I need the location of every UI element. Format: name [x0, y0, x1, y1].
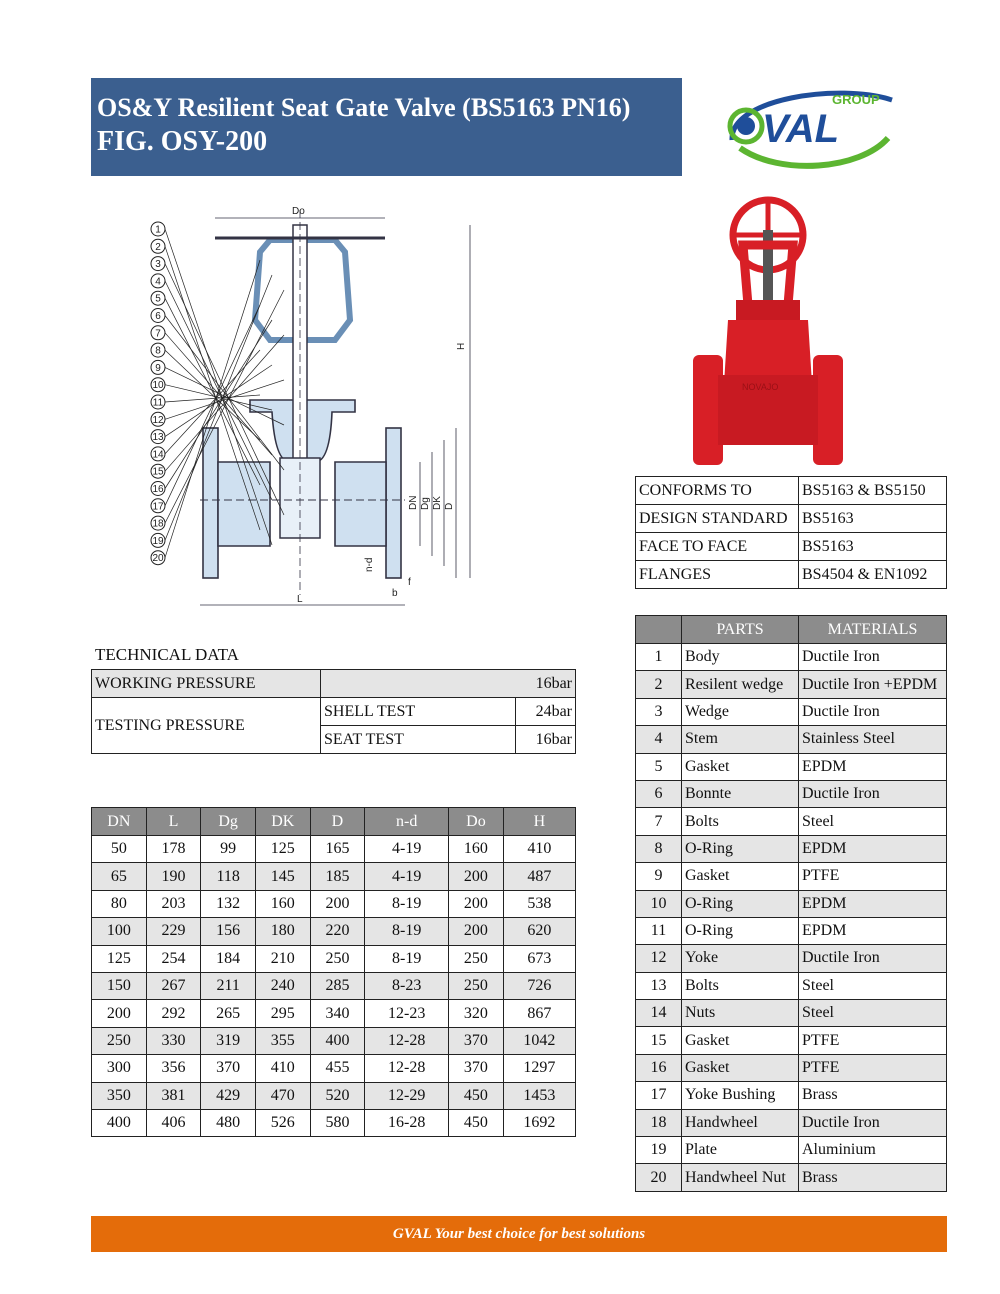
shell-test-label: SHELL TEST — [321, 698, 516, 726]
dimension-cell: 160 — [449, 836, 504, 863]
dimension-header: H — [503, 808, 575, 836]
part-material: Ductile Iron — [799, 780, 947, 807]
part-callout: 17 — [152, 501, 164, 513]
dim-dn-label: DN — [408, 495, 419, 510]
dimension-cell: 165 — [310, 836, 365, 863]
dimension-cell: 8-19 — [365, 918, 449, 945]
parts-number-header — [636, 616, 682, 644]
dimension-cell: 125 — [255, 836, 310, 863]
parts-row — [636, 917, 947, 944]
part-name: Plate — [682, 1137, 799, 1164]
part-name: Nuts — [682, 1000, 799, 1027]
standard-key: FLANGES — [636, 561, 799, 589]
dimension-cell: 400 — [92, 1109, 147, 1136]
parts-row — [636, 808, 947, 835]
parts-row — [636, 671, 947, 698]
dimension-cell: 210 — [255, 945, 310, 972]
dimension-cell: 300 — [92, 1055, 147, 1082]
part-callout: 13 — [152, 432, 164, 444]
dimension-row — [92, 945, 576, 972]
dimension-cell: 185 — [310, 863, 365, 890]
dimension-cell: 8-19 — [365, 890, 449, 917]
dimension-cell: 100 — [92, 918, 147, 945]
part-name: Gasket — [682, 753, 799, 780]
dimension-cell: 4-19 — [365, 836, 449, 863]
part-material: Ductile Iron — [799, 644, 947, 671]
part-material: Steel — [799, 1000, 947, 1027]
dimension-cell: 4-19 — [365, 863, 449, 890]
part-material: Ductile Iron +EPDM — [799, 671, 947, 698]
title-banner — [91, 78, 682, 176]
part-name: Handwheel — [682, 1109, 799, 1136]
dimension-cell: 184 — [201, 945, 256, 972]
part-number: 15 — [636, 1027, 682, 1054]
dimension-cell: 65 — [92, 863, 147, 890]
part-number: 11 — [636, 917, 682, 944]
standards-row — [636, 505, 947, 533]
dim-do-label: Do — [292, 206, 305, 217]
dimension-cell: 156 — [201, 918, 256, 945]
technical-data-table — [91, 669, 576, 754]
dimension-cell: 200 — [92, 1000, 147, 1027]
part-number: 6 — [636, 780, 682, 807]
dimension-row — [92, 1109, 576, 1136]
standard-key: DESIGN STANDARD — [636, 505, 799, 533]
part-name: Stem — [682, 726, 799, 753]
dimension-cell: 200 — [310, 890, 365, 917]
dimensions-table — [91, 807, 576, 1137]
parts-row — [636, 1137, 947, 1164]
dimension-cell: 200 — [449, 863, 504, 890]
dimension-cell: 16-28 — [365, 1109, 449, 1136]
dimension-cell: 12-28 — [365, 1027, 449, 1054]
dim-h-label: H — [456, 342, 467, 350]
part-name: O-Ring — [682, 917, 799, 944]
part-material: Aluminium — [799, 1137, 947, 1164]
part-callout: 20 — [152, 553, 164, 565]
part-callout: 10 — [152, 380, 164, 392]
dimension-cell: 1297 — [503, 1055, 575, 1082]
part-callout: 4 — [155, 276, 161, 288]
parts-table — [635, 615, 947, 1192]
page-title: OS&Y Resilient Seat Gate Valve (BS5163 PN16) — [97, 93, 631, 122]
dimension-cell: 99 — [201, 836, 256, 863]
technical-data-title: TECHNICAL DATA — [95, 645, 239, 664]
standard-value: BS5163 — [799, 505, 947, 533]
parts-row — [636, 1027, 947, 1054]
part-callout: 16 — [152, 484, 164, 495]
part-callout: 5 — [155, 293, 161, 305]
part-material: Steel — [799, 808, 947, 835]
dimension-cell: 480 — [201, 1109, 256, 1136]
materials-header: MATERIALS — [799, 616, 947, 644]
dimension-cell: 410 — [255, 1055, 310, 1082]
standards-row — [636, 561, 947, 589]
dimension-cell: 867 — [503, 1000, 575, 1027]
dimension-cell: 1453 — [503, 1082, 575, 1109]
logo-brand-text: VAL — [762, 107, 840, 151]
dimension-cell: 80 — [92, 890, 147, 917]
dimension-cell: 538 — [503, 890, 575, 917]
dimension-cell: 250 — [449, 945, 504, 972]
dimension-row — [92, 1000, 576, 1027]
dimension-cell: 370 — [201, 1055, 256, 1082]
part-number: 2 — [636, 671, 682, 698]
seat-test-label: SEAT TEST — [321, 726, 516, 754]
dimension-header: DN — [92, 808, 147, 836]
part-number: 5 — [636, 753, 682, 780]
part-material: Stainless Steel — [799, 726, 947, 753]
dimension-cell: 118 — [201, 863, 256, 890]
dimension-cell: 8-19 — [365, 945, 449, 972]
part-number: 13 — [636, 972, 682, 999]
part-name: Yoke Bushing — [682, 1082, 799, 1109]
part-number: 12 — [636, 945, 682, 972]
part-number: 3 — [636, 698, 682, 725]
parts-row — [636, 863, 947, 890]
part-name: Gasket — [682, 1054, 799, 1081]
dimension-header: DK — [255, 808, 310, 836]
dim-dg-label: Dg — [420, 497, 431, 510]
part-callout: 9 — [155, 362, 161, 374]
dimension-cell: 12-28 — [365, 1055, 449, 1082]
standard-key: CONFORMS TO — [636, 477, 799, 505]
dimension-row — [92, 1055, 576, 1082]
part-material: Ductile Iron — [799, 1109, 947, 1136]
dimension-cell: 356 — [146, 1055, 201, 1082]
part-callout: 1 — [155, 224, 161, 236]
parts-row — [636, 890, 947, 917]
dimension-cell: 250 — [92, 1027, 147, 1054]
dimension-row — [92, 1082, 576, 1109]
part-callout: 3 — [155, 259, 161, 271]
gval-logo — [720, 78, 900, 178]
standard-value: BS5163 & BS5150 — [799, 477, 947, 505]
valve-casting-text: NOVAJO — [742, 382, 779, 392]
dimension-cell: 330 — [146, 1027, 201, 1054]
part-number: 14 — [636, 1000, 682, 1027]
standards-table — [635, 476, 947, 589]
dimension-cell: 450 — [449, 1082, 504, 1109]
part-material: EPDM — [799, 753, 947, 780]
part-material: Ductile Iron — [799, 945, 947, 972]
dim-dk-label: DK — [432, 496, 443, 510]
part-material: PTFE — [799, 863, 947, 890]
dimension-cell: 265 — [201, 1000, 256, 1027]
part-number: 1 — [636, 644, 682, 671]
dim-l-label: L — [297, 594, 303, 605]
part-callout: 15 — [152, 466, 164, 478]
dimension-cell: 178 — [146, 836, 201, 863]
parts-row — [636, 1054, 947, 1081]
dimension-cell: 254 — [146, 945, 201, 972]
dimension-cell: 145 — [255, 863, 310, 890]
part-name: Gasket — [682, 863, 799, 890]
part-material: Ductile Iron — [799, 698, 947, 725]
dimension-cell: 340 — [310, 1000, 365, 1027]
dimension-header: Do — [449, 808, 504, 836]
seat-test-value: 16bar — [516, 726, 576, 754]
parts-row — [636, 1000, 947, 1027]
part-callout: 11 — [152, 397, 164, 409]
dimension-cell: 285 — [310, 972, 365, 999]
part-number: 4 — [636, 726, 682, 753]
parts-row — [636, 972, 947, 999]
part-name: Bolts — [682, 808, 799, 835]
part-material: PTFE — [799, 1054, 947, 1081]
shell-test-value: 24bar — [516, 698, 576, 726]
part-number: 20 — [636, 1164, 682, 1191]
parts-row — [636, 1109, 947, 1136]
parts-row — [636, 753, 947, 780]
parts-row — [636, 835, 947, 862]
dimension-cell: 220 — [310, 918, 365, 945]
dimension-cell: 211 — [201, 972, 256, 999]
dimension-cell: 240 — [255, 972, 310, 999]
dimension-cell: 125 — [92, 945, 147, 972]
part-material: EPDM — [799, 890, 947, 917]
dimension-cell: 580 — [310, 1109, 365, 1136]
dimension-row — [92, 890, 576, 917]
part-material: EPDM — [799, 917, 947, 944]
dimension-cell: 355 — [255, 1027, 310, 1054]
dimension-cell: 350 — [92, 1082, 147, 1109]
logo-group-text: GROUP — [832, 92, 880, 107]
dimension-cell: 292 — [146, 1000, 201, 1027]
part-callout: 7 — [155, 328, 161, 340]
dimension-cell: 381 — [146, 1082, 201, 1109]
parts-header: PARTS — [682, 616, 799, 644]
part-name: Resilent wedge — [682, 671, 799, 698]
dimension-header: Dg — [201, 808, 256, 836]
part-callout: 6 — [155, 311, 161, 322]
dimension-cell: 180 — [255, 918, 310, 945]
dimension-cell: 526 — [255, 1109, 310, 1136]
dim-b-label: b — [392, 588, 398, 599]
dimension-cell: 1042 — [503, 1027, 575, 1054]
working-pressure-label: WORKING PRESSURE — [92, 670, 321, 698]
part-number: 8 — [636, 835, 682, 862]
dimension-cell: 229 — [146, 918, 201, 945]
dimension-cell: 132 — [201, 890, 256, 917]
parts-row — [636, 644, 947, 671]
part-number: 10 — [636, 890, 682, 917]
dimension-cell: 320 — [449, 1000, 504, 1027]
part-name: Yoke — [682, 945, 799, 972]
part-material: PTFE — [799, 1027, 947, 1054]
dimension-row — [92, 836, 576, 863]
dimension-cell: 150 — [92, 972, 147, 999]
part-name: O-Ring — [682, 890, 799, 917]
standard-value: BS4504 & EN1092 — [799, 561, 947, 589]
dimension-cell: 12-29 — [365, 1082, 449, 1109]
part-callout: 19 — [152, 535, 164, 547]
part-material: Brass — [799, 1164, 947, 1191]
part-number: 9 — [636, 863, 682, 890]
dimension-row — [92, 1027, 576, 1054]
parts-row — [636, 1082, 947, 1109]
dimension-cell: 190 — [146, 863, 201, 890]
footer-banner: GVAL Your best choice for best solutions — [91, 1216, 947, 1252]
dim-f-label: f — [408, 577, 411, 588]
part-material: EPDM — [799, 835, 947, 862]
parts-row — [636, 726, 947, 753]
dimension-cell: 12-23 — [365, 1000, 449, 1027]
dimension-row — [92, 863, 576, 890]
dimension-cell: 50 — [92, 836, 147, 863]
part-number: 19 — [636, 1137, 682, 1164]
part-callout: 18 — [152, 518, 164, 530]
part-name: Gasket — [682, 1027, 799, 1054]
dimension-cell: 295 — [255, 1000, 310, 1027]
part-name: Bolts — [682, 972, 799, 999]
working-pressure-value: 16bar — [321, 670, 576, 698]
part-callout: 2 — [155, 241, 161, 253]
dim-d-label: D — [444, 502, 455, 510]
standards-row — [636, 533, 947, 561]
dimension-cell: 250 — [310, 945, 365, 972]
part-name: Wedge — [682, 698, 799, 725]
parts-row — [636, 945, 947, 972]
part-number: 17 — [636, 1082, 682, 1109]
dimension-row — [92, 918, 576, 945]
dimension-header: D — [310, 808, 365, 836]
dimension-cell: 455 — [310, 1055, 365, 1082]
standard-key: FACE TO FACE — [636, 533, 799, 561]
part-number: 7 — [636, 808, 682, 835]
standard-value: BS5163 — [799, 533, 947, 561]
part-name: O-Ring — [682, 835, 799, 862]
part-number: 16 — [636, 1054, 682, 1081]
dimension-cell: 8-23 — [365, 972, 449, 999]
figure-number: FIG. OSY-200 — [97, 126, 268, 157]
dimension-cell: 267 — [146, 972, 201, 999]
dimension-cell: 200 — [449, 890, 504, 917]
parts-row — [636, 1164, 947, 1191]
dimension-cell: 1692 — [503, 1109, 575, 1136]
part-number: 18 — [636, 1109, 682, 1136]
dimension-cell: 400 — [310, 1027, 365, 1054]
part-name: Handwheel Nut — [682, 1164, 799, 1191]
part-material: Brass — [799, 1082, 947, 1109]
part-callout: 8 — [155, 345, 161, 357]
part-material: Steel — [799, 972, 947, 999]
dimension-cell: 520 — [310, 1082, 365, 1109]
dimension-cell: 200 — [449, 918, 504, 945]
dimension-cell: 726 — [503, 972, 575, 999]
part-name: Body — [682, 644, 799, 671]
dimension-cell: 470 — [255, 1082, 310, 1109]
valve-photo — [688, 195, 848, 470]
dimension-cell: 160 — [255, 890, 310, 917]
dimension-header: n-d — [365, 808, 449, 836]
dimension-cell: 410 — [503, 836, 575, 863]
parts-row — [636, 698, 947, 725]
dimension-header: L — [146, 808, 201, 836]
valve-drawing — [140, 200, 480, 610]
part-callout: 14 — [152, 449, 164, 461]
dimension-cell: 450 — [449, 1109, 504, 1136]
parts-row — [636, 780, 947, 807]
dimension-cell: 370 — [449, 1055, 504, 1082]
dimension-cell: 429 — [201, 1082, 256, 1109]
part-callout: 12 — [152, 414, 164, 426]
dimension-cell: 319 — [201, 1027, 256, 1054]
dimension-cell: 406 — [146, 1109, 201, 1136]
dimension-cell: 487 — [503, 863, 575, 890]
dim-nd-label: n-d — [364, 557, 375, 572]
dimension-cell: 370 — [449, 1027, 504, 1054]
dimension-cell: 673 — [503, 945, 575, 972]
testing-pressure-label: TESTING PRESSURE — [92, 698, 321, 754]
part-name: Bonnte — [682, 780, 799, 807]
dimension-cell: 250 — [449, 972, 504, 999]
dimension-cell: 203 — [146, 890, 201, 917]
dimension-cell: 620 — [503, 918, 575, 945]
dimension-row — [92, 972, 576, 999]
standards-row — [636, 477, 947, 505]
